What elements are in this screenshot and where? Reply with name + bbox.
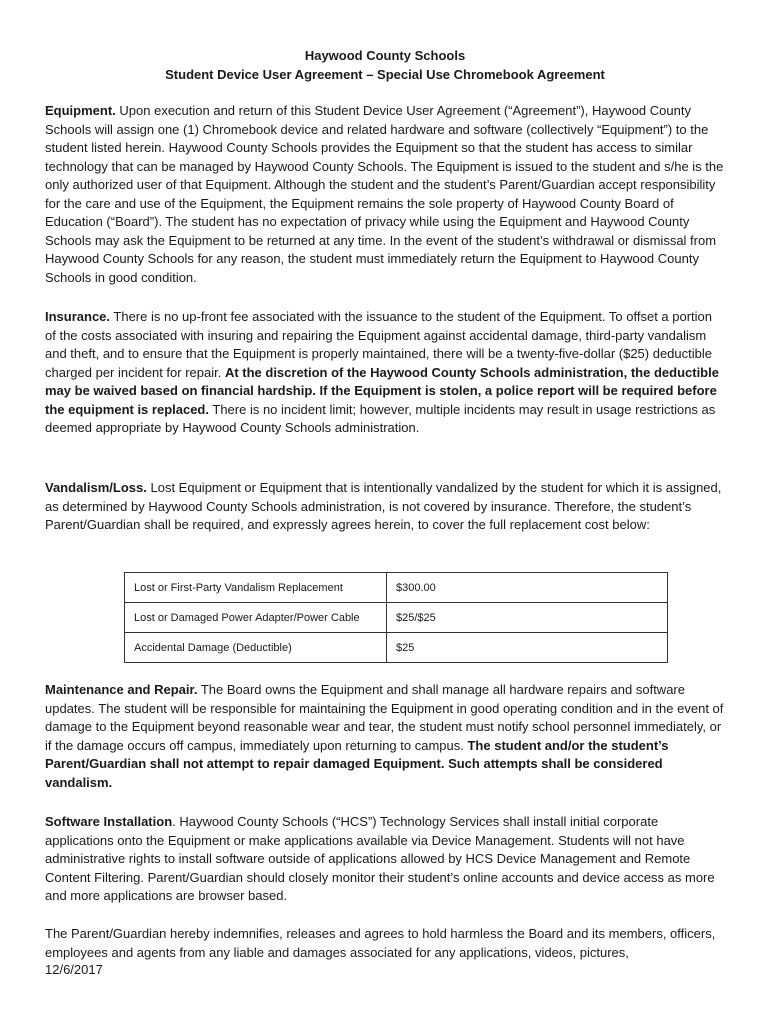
section-bold-text: At the discretion of the Haywood County Schools administration, the deductible may be waived based on financial hardship. If the Equipment is stolen, a police report will be required before the equipment is replaced. bbox=[45, 364, 719, 417]
table-row bbox=[125, 603, 668, 633]
section-vandalism bbox=[45, 479, 725, 535]
table-cell-cost: $25 bbox=[387, 633, 668, 663]
document-org: Haywood County Schools bbox=[304, 48, 466, 63]
section-heading: Maintenance and Repair. bbox=[45, 682, 198, 697]
section-text: The Parent/Guardian hereby indemnifies, releases and agrees to hold harmless the Board and its members, officers, employees and agents from any liable and damages associated for any applications, videos, pictures, bbox=[45, 926, 716, 960]
section-heading: Insurance. bbox=[45, 309, 111, 324]
section-text: There is no up-front fee associated with the issuance to the student of the Equipment. To offset a portion of the costs associated with insuring and repairing the Equipment against accidental damage, third-party vandalism and theft, and to ensure that the Equipment is properly maintained, there will be a twenty-five-dollar ($25) deductible charged per incident for repair. bbox=[45, 309, 713, 380]
section-insurance bbox=[45, 308, 725, 438]
section-equipment bbox=[45, 102, 725, 287]
section-text: Upon execution and return of this Student Device User Agreement (“Agreement”), Haywood County Schools will assign one (1) Chromebook device and related hardware and software (collectively “Equipment”) to the student listed herein. Haywood County Schools provides the Equipment so that the student has access to similar technology that can be managed by Haywood County Schools. The Equipment is issued to the student and s/he is the only authorized user of that Equipment. Although the student and the student’s Parent/Guardian accept responsibility for the care and use of the Equipment, the Equipment remains the sole property of Haywood County Board of Education (“Board”). The student has no expectation of privacy while using the Equipment and Haywood County Schools may ask the Equipment to be returned at any time. In the event of the student’s withdrawal or dismissal from Haywood County Schools for any reason, the student must immediately return the Equipment to Haywood County Schools in good condition. bbox=[45, 103, 724, 285]
section-heading: Equipment. bbox=[45, 103, 116, 118]
section-heading: Vandalism/Loss. bbox=[45, 480, 147, 495]
replacement-cost-table bbox=[124, 572, 668, 663]
table-row bbox=[125, 573, 668, 603]
section-text: Lost Equipment or Equipment that is intentionally vandalized by the student for which it is assigned, as determined by Haywood County Schools administration, is not covered by insurance. Therefore, the student’s Parent/Guardian shall be required, and expressly agrees herein, to cover the full replacement cost below: bbox=[45, 480, 722, 532]
footer-date: 12/6/2017 bbox=[45, 962, 103, 977]
section-maintenance bbox=[45, 681, 725, 792]
section-bold-text: The student and/or the student’s Parent/Guardian shall not attempt to repair damaged Equipment. Such attempts shall be considered vandalism. bbox=[45, 737, 669, 790]
section-indemnify bbox=[45, 925, 725, 962]
table-cell-item: Lost or Damaged Power Adapter/Power Cable bbox=[125, 603, 387, 633]
table-cell-item: Lost or First-Party Vandalism Replacement bbox=[125, 573, 387, 603]
document-title: Student Device User Agreement – Special Use Chromebook Agreement bbox=[165, 67, 605, 82]
table-cell-cost: $25/$25 bbox=[387, 603, 668, 633]
table-cell-cost: $300.00 bbox=[387, 573, 668, 603]
section-heading: Software Installation bbox=[45, 814, 173, 829]
section-text: The Board owns the Equipment and shall manage all hardware repairs and software updates. The student will be responsible for maintaining the Equipment in good operating condition and in the event of damage to the Equipment beyond reasonable wear and tear, the student must notify school personnel immediately, or if the damage occurs off campus, immediately upon returning to campus. bbox=[45, 682, 724, 753]
table-cell-item: Accidental Damage (Deductible) bbox=[125, 633, 387, 663]
section-software bbox=[45, 813, 725, 906]
section-text: . Haywood County Schools (“HCS”) Technology Services shall install initial corporate applications onto the Equipment or make applications available via Device Management. Students will not have administrative rights to install software outside of applications allowed by HCS Device Management and Remote Content Filtering. Parent/Guardian should closely monitor their student’s online accounts and device access as more and more applications are browser based. bbox=[45, 814, 715, 903]
table-row bbox=[125, 633, 668, 663]
section-text: There is no incident limit; however, multiple incidents may result in usage restrictions as deemed appropriate by Haywood County Schools administration. bbox=[45, 401, 716, 435]
